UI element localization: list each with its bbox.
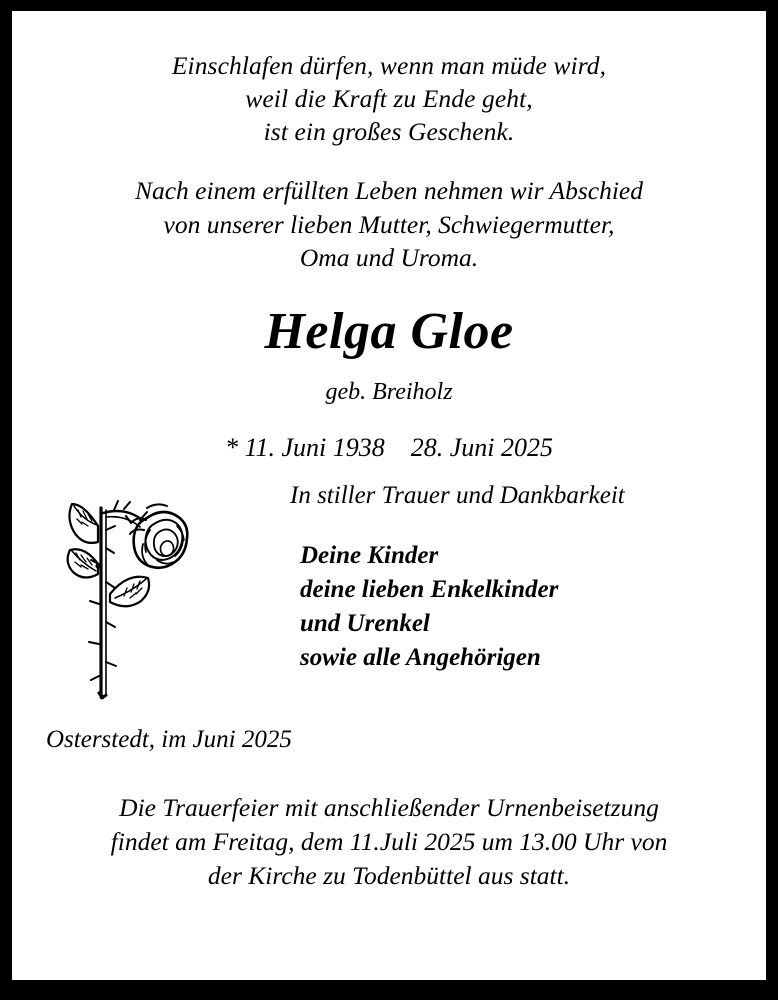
rose-icon	[54, 486, 214, 712]
place-and-date: Osterstedt, im Juni 2025	[46, 726, 292, 754]
poem-line: Einschlafen dürfen, wenn man müde wird,	[171, 51, 607, 80]
intro-line: Oma und Uroma.	[299, 242, 479, 272]
farewell-intro	[12, 148, 766, 273]
poem-line: ist ein großes Geschenk.	[263, 117, 515, 147]
mourning-heading: In stiller Trauer und Dankbarkeit	[290, 482, 625, 510]
list-item: deine lieben Enkelkinder	[300, 575, 559, 603]
deceased-name: Helga Gloe	[264, 302, 514, 360]
ceremony-line: findet am Freitag, dem 11.Juli 2025 um 13.00 Uhr von	[110, 826, 668, 856]
memorial-poem	[12, 11, 766, 148]
list-item: und Urenkel	[300, 609, 430, 637]
ornament-and-mourners	[12, 480, 766, 712]
poem-line: weil die Kraft zu Ende geht,	[245, 84, 533, 114]
mourners-list	[290, 513, 756, 675]
ceremony-line: Die Trauerfeier mit anschließender Urnenbeisetzung	[119, 792, 659, 822]
intro-line: von unserer lieben Mutter, Schwiegermutter,	[163, 209, 615, 239]
ceremony-line: der Kirche zu Todenbüttel aus statt.	[207, 860, 571, 890]
life-dates: * 11. Juni 1938 28. Juni 2025	[224, 432, 554, 462]
ceremony-details	[12, 757, 766, 893]
intro-line: Nach einem erfüllten Leben nehmen wir Abschied	[134, 176, 643, 206]
maiden-name: geb. Breiholz	[325, 379, 453, 406]
mourners-block	[290, 480, 756, 675]
list-item: sowie alle Angehörigen	[300, 643, 541, 671]
notice-body	[12, 11, 766, 980]
list-item: Deine Kinder	[300, 541, 439, 569]
